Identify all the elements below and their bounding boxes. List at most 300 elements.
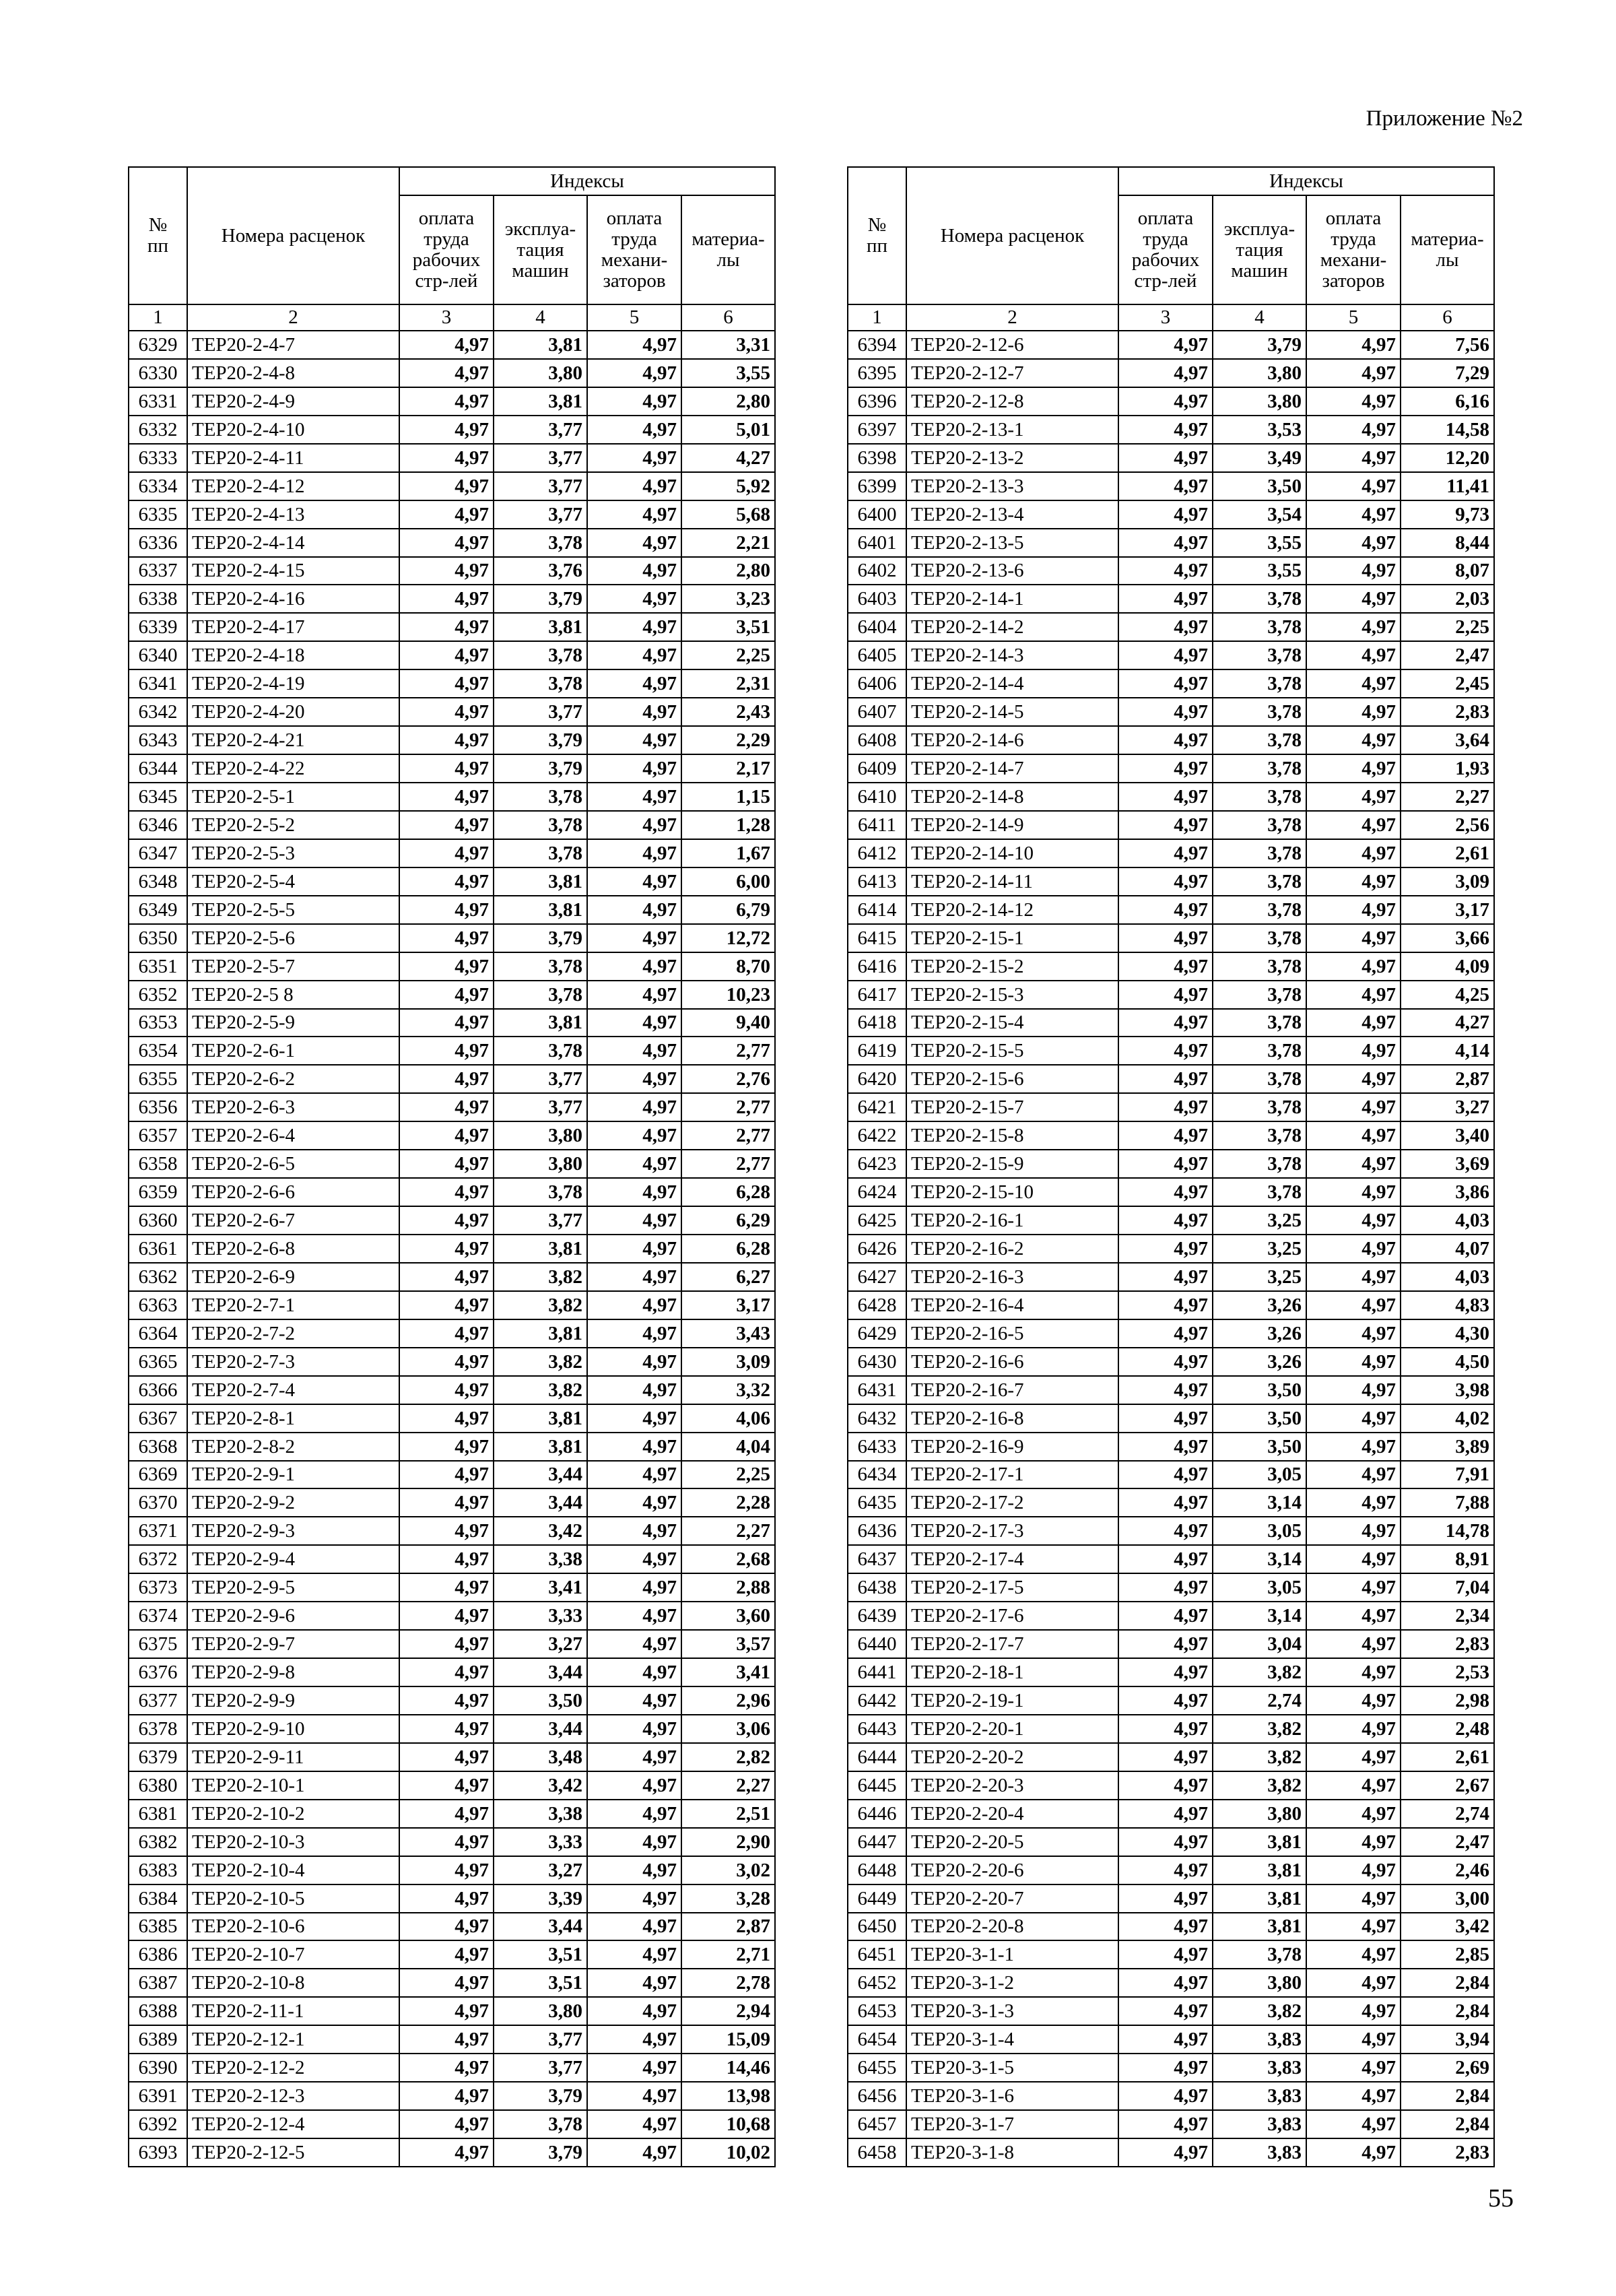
table-row bbox=[129, 726, 775, 754]
machines-index-cell: 3,55 bbox=[1213, 529, 1306, 557]
right-index-table bbox=[847, 166, 1495, 2167]
table-row bbox=[129, 1488, 775, 1517]
mech-index-cell: 4,97 bbox=[1306, 2138, 1401, 2167]
mech-index-cell: 4,97 bbox=[587, 669, 681, 698]
row-number-cell: 6454 bbox=[848, 2025, 906, 2054]
row-number-cell: 6358 bbox=[129, 1150, 187, 1178]
row-number-cell: 6337 bbox=[129, 557, 187, 585]
table-row bbox=[848, 1376, 1494, 1404]
labor-index-cell: 4,97 bbox=[1118, 924, 1213, 952]
materials-index-cell: 2,25 bbox=[681, 641, 775, 669]
rate-code-cell: ТЕР20-2-15-9 bbox=[906, 1150, 1118, 1178]
rate-code-cell: ТЕР20-2-12-4 bbox=[187, 2110, 399, 2138]
mech-index-cell: 4,97 bbox=[1306, 783, 1401, 811]
rate-code-cell: ТЕР20-2-8-1 bbox=[187, 1404, 399, 1433]
machines-index-cell: 3,44 bbox=[494, 1715, 587, 1743]
materials-index-cell: 2,96 bbox=[681, 1686, 775, 1715]
materials-index-cell: 2,80 bbox=[681, 387, 775, 416]
table-row bbox=[129, 1517, 775, 1545]
rate-code-cell: ТЕР20-2-5-3 bbox=[187, 839, 399, 867]
table-row bbox=[129, 500, 775, 529]
table-row bbox=[848, 1517, 1494, 1545]
rate-code-cell: ТЕР20-2-17-2 bbox=[906, 1488, 1118, 1517]
materials-index-cell: 2,56 bbox=[1401, 811, 1494, 839]
mech-index-cell: 4,97 bbox=[1306, 1121, 1401, 1150]
row-number-cell: 6400 bbox=[848, 500, 906, 529]
materials-index-cell: 14,46 bbox=[681, 2054, 775, 2082]
rate-code-cell: ТЕР20-2-5-5 bbox=[187, 896, 399, 924]
rate-code-cell: ТЕР20-3-1-8 bbox=[906, 2138, 1118, 2167]
col-header-no: № пп bbox=[129, 167, 187, 304]
labor-index-cell: 4,97 bbox=[399, 1517, 494, 1545]
mech-index-cell: 4,97 bbox=[587, 1037, 681, 1065]
table-row bbox=[848, 896, 1494, 924]
table-row bbox=[129, 1658, 775, 1686]
labor-index-cell: 4,97 bbox=[1118, 1235, 1213, 1263]
materials-index-cell: 2,84 bbox=[1401, 2110, 1494, 2138]
table-row bbox=[848, 416, 1494, 444]
machines-index-cell: 3,81 bbox=[1213, 1856, 1306, 1884]
table-row bbox=[848, 1884, 1494, 1913]
machines-index-cell: 3,14 bbox=[1213, 1602, 1306, 1630]
materials-index-cell: 2,94 bbox=[681, 1997, 775, 2025]
machines-index-cell: 3,78 bbox=[494, 641, 587, 669]
table-row bbox=[848, 1461, 1494, 1489]
rate-code-cell: ТЕР20-2-4-14 bbox=[187, 529, 399, 557]
table-row bbox=[129, 529, 775, 557]
mech-index-cell: 4,97 bbox=[1306, 669, 1401, 698]
machines-index-cell: 2,74 bbox=[1213, 1686, 1306, 1715]
rate-code-cell: ТЕР20-2-14-5 bbox=[906, 698, 1118, 726]
machines-index-cell: 3,44 bbox=[494, 1658, 587, 1686]
rate-code-cell: ТЕР20-2-4-8 bbox=[187, 359, 399, 387]
table-row bbox=[129, 331, 775, 359]
rate-code-cell: ТЕР20-2-12-3 bbox=[187, 2082, 399, 2110]
labor-index-cell: 4,97 bbox=[1118, 1658, 1213, 1686]
table-row bbox=[848, 1178, 1494, 1206]
labor-index-cell: 4,97 bbox=[1118, 1800, 1213, 1828]
mech-index-cell: 4,97 bbox=[587, 472, 681, 500]
labor-index-cell: 4,97 bbox=[399, 472, 494, 500]
materials-index-cell: 6,28 bbox=[681, 1235, 775, 1263]
labor-index-cell: 4,97 bbox=[399, 924, 494, 952]
rate-code-cell: ТЕР20-2-5 8 bbox=[187, 981, 399, 1009]
labor-index-cell: 4,97 bbox=[399, 726, 494, 754]
machines-index-cell: 3,78 bbox=[1213, 952, 1306, 981]
materials-index-cell: 3,60 bbox=[681, 1602, 775, 1630]
table-row bbox=[848, 444, 1494, 472]
row-number-cell: 6348 bbox=[129, 867, 187, 896]
mech-index-cell: 4,97 bbox=[587, 585, 681, 613]
materials-index-cell: 2,27 bbox=[681, 1517, 775, 1545]
machines-index-cell: 3,83 bbox=[1213, 2025, 1306, 2054]
col-number: 3 bbox=[399, 304, 494, 331]
mech-index-cell: 4,97 bbox=[587, 1884, 681, 1913]
mech-index-cell: 4,97 bbox=[1306, 1461, 1401, 1489]
rate-code-cell: ТЕР20-2-4-20 bbox=[187, 698, 399, 726]
col-number: 6 bbox=[1401, 304, 1494, 331]
rate-code-cell: ТЕР20-2-20-7 bbox=[906, 1884, 1118, 1913]
labor-index-cell: 4,97 bbox=[1118, 1715, 1213, 1743]
labor-index-cell: 4,97 bbox=[1118, 1517, 1213, 1545]
table-row bbox=[129, 1856, 775, 1884]
row-number-cell: 6450 bbox=[848, 1913, 906, 1941]
materials-index-cell: 7,88 bbox=[1401, 1488, 1494, 1517]
rate-code-cell: ТЕР20-2-4-7 bbox=[187, 331, 399, 359]
materials-index-cell: 2,17 bbox=[681, 754, 775, 783]
row-number-cell: 6346 bbox=[129, 811, 187, 839]
machines-index-cell: 3,78 bbox=[1213, 867, 1306, 896]
mech-index-cell: 4,97 bbox=[1306, 529, 1401, 557]
row-number-cell: 6431 bbox=[848, 1376, 906, 1404]
labor-index-cell: 4,97 bbox=[1118, 2025, 1213, 2054]
mech-index-cell: 4,97 bbox=[587, 1291, 681, 1319]
machines-index-cell: 3,78 bbox=[1213, 783, 1306, 811]
row-number-cell: 6339 bbox=[129, 613, 187, 641]
mech-index-cell: 4,97 bbox=[1306, 867, 1401, 896]
row-number-cell: 6423 bbox=[848, 1150, 906, 1178]
labor-index-cell: 4,97 bbox=[399, 1178, 494, 1206]
materials-index-cell: 7,56 bbox=[1401, 331, 1494, 359]
mech-index-cell: 4,97 bbox=[587, 1715, 681, 1743]
materials-index-cell: 12,72 bbox=[681, 924, 775, 952]
materials-index-cell: 2,77 bbox=[681, 1037, 775, 1065]
row-number-cell: 6436 bbox=[848, 1517, 906, 1545]
labor-index-cell: 4,97 bbox=[399, 1545, 494, 1573]
machines-index-cell: 3,79 bbox=[1213, 331, 1306, 359]
table-row bbox=[848, 1771, 1494, 1800]
row-number-cell: 6361 bbox=[129, 1235, 187, 1263]
mech-index-cell: 4,97 bbox=[587, 1178, 681, 1206]
row-number-cell: 6434 bbox=[848, 1461, 906, 1489]
rate-code-cell: ТЕР20-2-4-17 bbox=[187, 613, 399, 641]
mech-index-cell: 4,97 bbox=[587, 896, 681, 924]
labor-index-cell: 4,97 bbox=[399, 981, 494, 1009]
row-number-cell: 6428 bbox=[848, 1291, 906, 1319]
mech-index-cell: 4,97 bbox=[1306, 981, 1401, 1009]
labor-index-cell: 4,97 bbox=[1118, 641, 1213, 669]
labor-index-cell: 4,97 bbox=[399, 1319, 494, 1348]
row-number-cell: 6410 bbox=[848, 783, 906, 811]
materials-index-cell: 1,93 bbox=[1401, 754, 1494, 783]
mech-index-cell: 4,97 bbox=[587, 754, 681, 783]
rate-code-cell: ТЕР20-2-10-1 bbox=[187, 1771, 399, 1800]
labor-index-cell: 4,97 bbox=[399, 416, 494, 444]
machines-index-cell: 3,41 bbox=[494, 1573, 587, 1602]
mech-index-cell: 4,97 bbox=[1306, 952, 1401, 981]
labor-index-cell: 4,97 bbox=[1118, 1178, 1213, 1206]
materials-index-cell: 2,98 bbox=[1401, 1686, 1494, 1715]
labor-index-cell: 4,97 bbox=[1118, 1602, 1213, 1630]
machines-index-cell: 3,78 bbox=[494, 1178, 587, 1206]
table-row bbox=[129, 1093, 775, 1121]
row-number-cell: 6430 bbox=[848, 1348, 906, 1376]
col-number: 5 bbox=[1306, 304, 1401, 331]
row-number-cell: 6439 bbox=[848, 1602, 906, 1630]
col-number: 2 bbox=[906, 304, 1118, 331]
table-row bbox=[129, 1263, 775, 1291]
materials-index-cell: 2,87 bbox=[1401, 1065, 1494, 1093]
materials-index-cell: 5,92 bbox=[681, 472, 775, 500]
machines-index-cell: 3,76 bbox=[494, 557, 587, 585]
table-row bbox=[129, 698, 775, 726]
materials-index-cell: 2,51 bbox=[681, 1800, 775, 1828]
machines-index-cell: 3,38 bbox=[494, 1545, 587, 1573]
labor-index-cell: 4,97 bbox=[399, 1376, 494, 1404]
machines-index-cell: 3,38 bbox=[494, 1800, 587, 1828]
mech-index-cell: 4,97 bbox=[1306, 2025, 1401, 2054]
materials-index-cell: 2,31 bbox=[681, 669, 775, 698]
materials-index-cell: 6,79 bbox=[681, 896, 775, 924]
rate-code-cell: ТЕР20-2-15-1 bbox=[906, 924, 1118, 952]
row-number-cell: 6398 bbox=[848, 444, 906, 472]
labor-index-cell: 4,97 bbox=[399, 1658, 494, 1686]
materials-index-cell: 2,27 bbox=[681, 1771, 775, 1800]
materials-index-cell: 4,03 bbox=[1401, 1206, 1494, 1235]
materials-index-cell: 8,07 bbox=[1401, 557, 1494, 585]
row-number-cell: 6399 bbox=[848, 472, 906, 500]
machines-index-cell: 3,80 bbox=[1213, 359, 1306, 387]
machines-index-cell: 3,26 bbox=[1213, 1348, 1306, 1376]
machines-index-cell: 3,77 bbox=[494, 698, 587, 726]
table-row bbox=[129, 1630, 775, 1658]
mech-index-cell: 4,97 bbox=[587, 1348, 681, 1376]
machines-index-cell: 3,26 bbox=[1213, 1291, 1306, 1319]
labor-index-cell: 4,97 bbox=[1118, 1686, 1213, 1715]
rate-code-cell: ТЕР20-2-15-2 bbox=[906, 952, 1118, 981]
rate-code-cell: ТЕР20-2-12-7 bbox=[906, 359, 1118, 387]
machines-index-cell: 3,81 bbox=[1213, 1913, 1306, 1941]
machines-index-cell: 3,77 bbox=[494, 1093, 587, 1121]
materials-index-cell: 5,68 bbox=[681, 500, 775, 529]
rate-code-cell: ТЕР20-2-20-3 bbox=[906, 1771, 1118, 1800]
labor-index-cell: 4,97 bbox=[399, 698, 494, 726]
labor-index-cell: 4,97 bbox=[1118, 359, 1213, 387]
machines-index-cell: 3,79 bbox=[494, 585, 587, 613]
mech-index-cell: 4,97 bbox=[1306, 1940, 1401, 1969]
mech-index-cell: 4,97 bbox=[587, 613, 681, 641]
table-row bbox=[129, 896, 775, 924]
rate-code-cell: ТЕР20-3-1-4 bbox=[906, 2025, 1118, 2054]
materials-index-cell: 10,02 bbox=[681, 2138, 775, 2167]
machines-index-cell: 3,48 bbox=[494, 1743, 587, 1771]
machines-index-cell: 3,83 bbox=[1213, 2110, 1306, 2138]
row-number-cell: 6376 bbox=[129, 1658, 187, 1686]
mech-index-cell: 4,97 bbox=[1306, 1602, 1401, 1630]
rate-code-cell: ТЕР20-2-6-7 bbox=[187, 1206, 399, 1235]
rate-code-cell: ТЕР20-2-4-22 bbox=[187, 754, 399, 783]
materials-index-cell: 10,68 bbox=[681, 2110, 775, 2138]
materials-index-cell: 4,07 bbox=[1401, 1235, 1494, 1263]
materials-index-cell: 3,02 bbox=[681, 1856, 775, 1884]
materials-index-cell: 12,20 bbox=[1401, 444, 1494, 472]
materials-index-cell: 8,70 bbox=[681, 952, 775, 981]
mech-index-cell: 4,97 bbox=[1306, 1263, 1401, 1291]
row-number-cell: 6352 bbox=[129, 981, 187, 1009]
materials-index-cell: 3,40 bbox=[1401, 1121, 1494, 1150]
row-number-cell: 6345 bbox=[129, 783, 187, 811]
mech-index-cell: 4,97 bbox=[587, 1743, 681, 1771]
machines-index-cell: 3,81 bbox=[494, 1235, 587, 1263]
table-row bbox=[848, 1686, 1494, 1715]
materials-index-cell: 2,77 bbox=[681, 1093, 775, 1121]
table-row bbox=[848, 500, 1494, 529]
row-number-cell: 6456 bbox=[848, 2082, 906, 2110]
materials-index-cell: 4,30 bbox=[1401, 1319, 1494, 1348]
materials-index-cell: 2,67 bbox=[1401, 1771, 1494, 1800]
table-row bbox=[848, 1630, 1494, 1658]
row-number-cell: 6412 bbox=[848, 839, 906, 867]
table-row bbox=[129, 557, 775, 585]
labor-index-cell: 4,97 bbox=[399, 1037, 494, 1065]
rate-code-cell: ТЕР20-2-4-18 bbox=[187, 641, 399, 669]
mech-index-cell: 4,97 bbox=[587, 557, 681, 585]
row-number-cell: 6457 bbox=[848, 2110, 906, 2138]
machines-index-cell: 3,81 bbox=[494, 1404, 587, 1433]
materials-index-cell: 1,28 bbox=[681, 811, 775, 839]
table-row bbox=[129, 1291, 775, 1319]
rate-code-cell: ТЕР20-2-9-11 bbox=[187, 1743, 399, 1771]
mech-index-cell: 4,97 bbox=[587, 1602, 681, 1630]
row-number-cell: 6391 bbox=[129, 2082, 187, 2110]
labor-index-cell: 4,97 bbox=[1118, 1771, 1213, 1800]
col-header-mech: оплата труда механи- заторов bbox=[587, 195, 681, 304]
table-row bbox=[129, 444, 775, 472]
row-number-cell: 6350 bbox=[129, 924, 187, 952]
materials-index-cell: 4,27 bbox=[1401, 1009, 1494, 1037]
rate-code-cell: ТЕР20-2-10-2 bbox=[187, 1800, 399, 1828]
row-number-cell: 6380 bbox=[129, 1771, 187, 1800]
materials-index-cell: 6,00 bbox=[681, 867, 775, 896]
mech-index-cell: 4,97 bbox=[587, 1658, 681, 1686]
table-row bbox=[129, 1997, 775, 2025]
labor-index-cell: 4,97 bbox=[1118, 783, 1213, 811]
mech-index-cell: 4,97 bbox=[1306, 924, 1401, 952]
materials-index-cell: 4,04 bbox=[681, 1433, 775, 1461]
row-number-cell: 6417 bbox=[848, 981, 906, 1009]
machines-index-cell: 3,78 bbox=[494, 811, 587, 839]
table-row bbox=[848, 839, 1494, 867]
rate-code-cell: ТЕР20-2-14-6 bbox=[906, 726, 1118, 754]
row-number-cell: 6415 bbox=[848, 924, 906, 952]
machines-index-cell: 3,33 bbox=[494, 1602, 587, 1630]
rate-code-cell: ТЕР20-3-1-3 bbox=[906, 1997, 1118, 2025]
row-number-cell: 6447 bbox=[848, 1828, 906, 1856]
rate-code-cell: ТЕР20-2-18-1 bbox=[906, 1658, 1118, 1686]
mech-index-cell: 4,97 bbox=[1306, 1686, 1401, 1715]
machines-index-cell: 3,50 bbox=[1213, 472, 1306, 500]
table-row bbox=[848, 981, 1494, 1009]
row-number-cell: 6373 bbox=[129, 1573, 187, 1602]
table-row bbox=[129, 1235, 775, 1263]
rate-code-cell: ТЕР20-2-8-2 bbox=[187, 1433, 399, 1461]
mech-index-cell: 4,97 bbox=[587, 2082, 681, 2110]
table-row bbox=[848, 641, 1494, 669]
labor-index-cell: 4,97 bbox=[399, 1997, 494, 2025]
materials-index-cell: 3,94 bbox=[1401, 2025, 1494, 2054]
materials-index-cell: 2,84 bbox=[1401, 1997, 1494, 2025]
labor-index-cell: 4,97 bbox=[1118, 1461, 1213, 1489]
table-row bbox=[129, 924, 775, 952]
table-row bbox=[129, 1686, 775, 1715]
rate-code-cell: ТЕР20-2-17-7 bbox=[906, 1630, 1118, 1658]
row-number-cell: 6409 bbox=[848, 754, 906, 783]
row-number-cell: 6397 bbox=[848, 416, 906, 444]
machines-index-cell: 3,81 bbox=[1213, 1828, 1306, 1856]
labor-index-cell: 4,97 bbox=[399, 387, 494, 416]
labor-index-cell: 4,97 bbox=[1118, 1263, 1213, 1291]
rate-code-cell: ТЕР20-2-10-5 bbox=[187, 1884, 399, 1913]
materials-index-cell: 3,69 bbox=[1401, 1150, 1494, 1178]
mech-index-cell: 4,97 bbox=[587, 1376, 681, 1404]
labor-index-cell: 4,97 bbox=[1118, 444, 1213, 472]
rate-code-cell: ТЕР20-2-4-10 bbox=[187, 416, 399, 444]
machines-index-cell: 3,78 bbox=[1213, 698, 1306, 726]
rate-code-cell: ТЕР20-2-5-7 bbox=[187, 952, 399, 981]
col-header-labor: оплата труда рабочих стр-лей bbox=[1118, 195, 1213, 304]
rate-code-cell: ТЕР20-2-12-5 bbox=[187, 2138, 399, 2167]
rate-code-cell: ТЕР20-2-17-4 bbox=[906, 1545, 1118, 1573]
labor-index-cell: 4,97 bbox=[399, 1573, 494, 1602]
materials-index-cell: 2,90 bbox=[681, 1828, 775, 1856]
mech-index-cell: 4,97 bbox=[1306, 1715, 1401, 1743]
table-row bbox=[848, 2110, 1494, 2138]
machines-index-cell: 3,44 bbox=[494, 1913, 587, 1941]
machines-index-cell: 3,25 bbox=[1213, 1206, 1306, 1235]
rate-code-cell: ТЕР20-2-12-8 bbox=[906, 387, 1118, 416]
table-row bbox=[129, 811, 775, 839]
row-number-cell: 6418 bbox=[848, 1009, 906, 1037]
row-number-cell: 6375 bbox=[129, 1630, 187, 1658]
rate-code-cell: ТЕР20-2-4-9 bbox=[187, 387, 399, 416]
materials-index-cell: 2,27 bbox=[1401, 783, 1494, 811]
rate-code-cell: ТЕР20-2-9-2 bbox=[187, 1488, 399, 1517]
row-number-cell: 6429 bbox=[848, 1319, 906, 1348]
machines-index-cell: 3,82 bbox=[1213, 1771, 1306, 1800]
mech-index-cell: 4,97 bbox=[1306, 1771, 1401, 1800]
labor-index-cell: 4,97 bbox=[1118, 669, 1213, 698]
mech-index-cell: 4,97 bbox=[587, 1828, 681, 1856]
table-row bbox=[848, 1969, 1494, 1997]
table-row bbox=[129, 1602, 775, 1630]
mech-index-cell: 4,97 bbox=[1306, 1235, 1401, 1263]
table-row bbox=[129, 1545, 775, 1573]
row-number-cell: 6384 bbox=[129, 1884, 187, 1913]
mech-index-cell: 4,97 bbox=[587, 867, 681, 896]
rate-code-cell: ТЕР20-2-6-5 bbox=[187, 1150, 399, 1178]
left-index-table bbox=[128, 166, 776, 2167]
materials-index-cell: 3,17 bbox=[681, 1291, 775, 1319]
row-number-cell: 6369 bbox=[129, 1461, 187, 1489]
labor-index-cell: 4,97 bbox=[399, 1828, 494, 1856]
row-number-cell: 6329 bbox=[129, 331, 187, 359]
table-row bbox=[848, 1545, 1494, 1573]
mech-index-cell: 4,97 bbox=[587, 529, 681, 557]
rate-code-cell: ТЕР20-2-5-1 bbox=[187, 783, 399, 811]
row-number-cell: 6355 bbox=[129, 1065, 187, 1093]
materials-index-cell: 3,51 bbox=[681, 613, 775, 641]
machines-index-cell: 3,55 bbox=[1213, 557, 1306, 585]
materials-index-cell: 4,50 bbox=[1401, 1348, 1494, 1376]
rate-code-cell: ТЕР20-2-10-8 bbox=[187, 1969, 399, 1997]
labor-index-cell: 4,97 bbox=[1118, 331, 1213, 359]
col-header-indices-group: Индексы bbox=[1118, 167, 1494, 195]
mech-index-cell: 4,97 bbox=[587, 1545, 681, 1573]
machines-index-cell: 3,50 bbox=[1213, 1433, 1306, 1461]
table-row bbox=[848, 359, 1494, 387]
rate-code-cell: ТЕР20-2-20-5 bbox=[906, 1828, 1118, 1856]
mech-index-cell: 4,97 bbox=[587, 2138, 681, 2167]
